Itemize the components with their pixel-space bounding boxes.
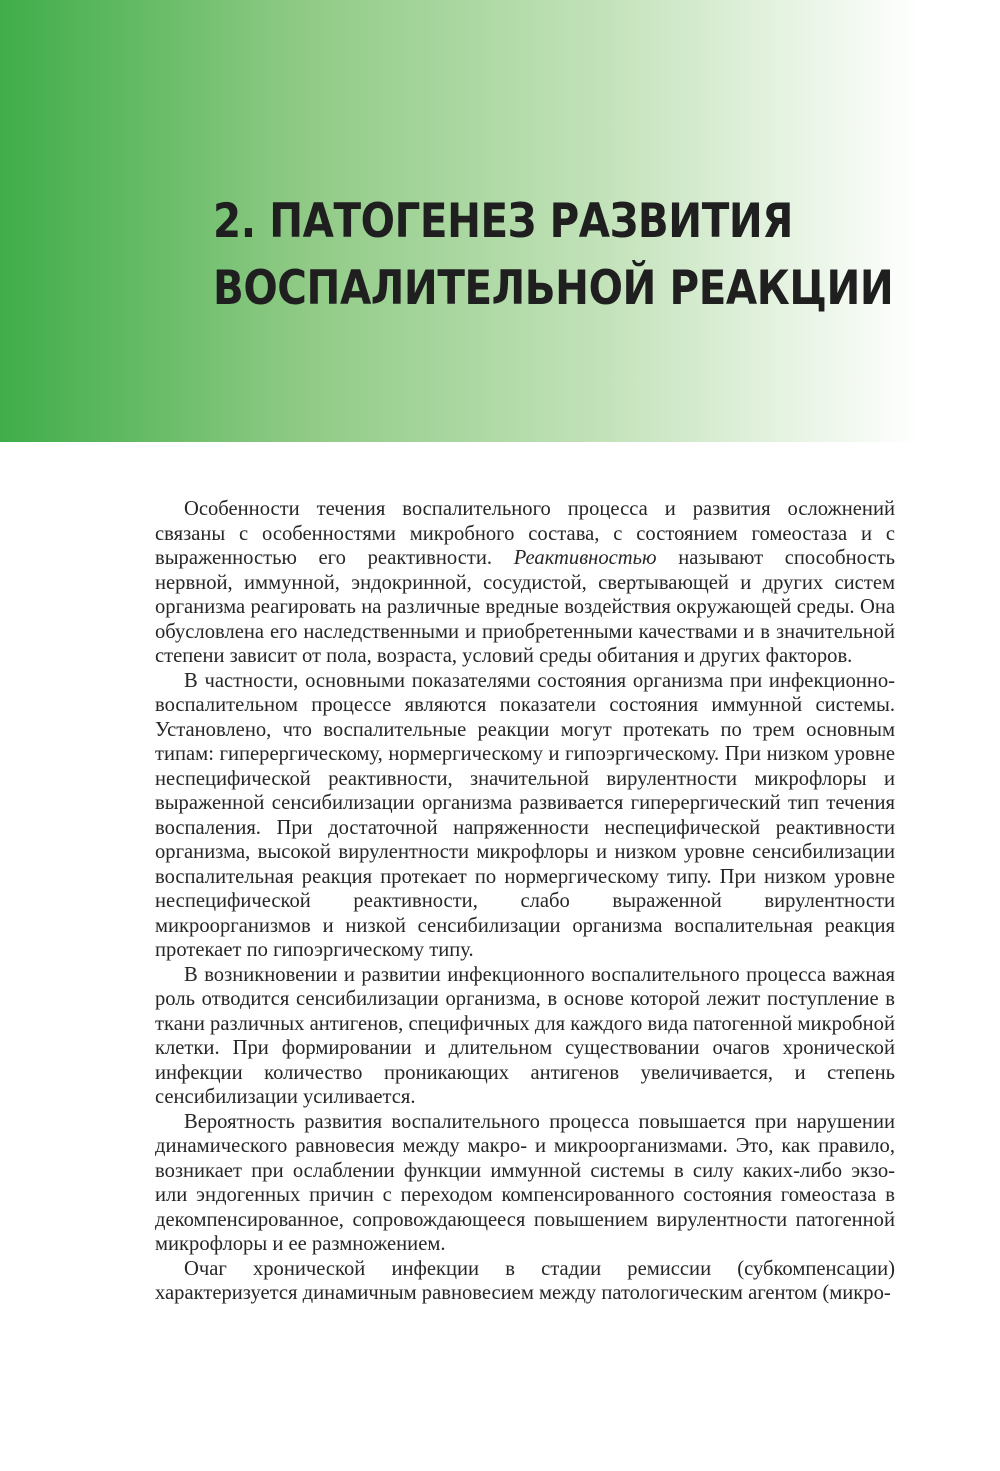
- chapter-header-band: [0, 0, 1000, 442]
- paragraph-2: В частности, основными показателями состояния организма при инфекционно-воспалительном процессе являются показатели состояния иммунной системы. Установлено, что воспалительные реакции могут протекать по трем основным типам: гиперергическому, нормергическому и гипоэргическому. При низком уровне неспецифической реактивности, значительной вирулентности микрофлоры и выраженной сенсибилизации организма развивается гиперергический тип течения воспаления. При достаточной напряженности неспецифической реактивности организма, высокой вирулентности микрофлоры и низком уровне сенсибилизации воспалительная реакция протекает по нормергическому типу. При низком уровне неспецифической реактивности, слабо выраженной вирулентности микроорганизмов и низкой сенсибилизации организма воспалительная реакция протекает по гипоэргическому типу.: [155, 669, 895, 961]
- term-reactivity: Реактивностью: [513, 547, 657, 569]
- paragraph-1-rest: называют способность нервной, иммунной, эндокринной, сосудистой, свертывающей и других систем организма реагировать на различные вредные воздействия окружающей среды. Она обусловлена его наследственными и приобретенными качествами и в значительной степени зависит от пола, возраста, условий среды обитания и других факторов.: [155, 547, 895, 667]
- paragraph-5: Очаг хронической инфекции в стадии ремиссии (субкомпенсации) характеризуется динамичным равновесием между патологическим агентом (микро-: [155, 1257, 895, 1304]
- body-text: [155, 497, 895, 1306]
- chapter-title-line-1: 2. ПАТОГЕНЕЗ РАЗВИТИЯ: [213, 194, 793, 249]
- paragraph-3: В возникновении и развитии инфекционного воспалительного процесса важная роль отводится сенсибилизации организма, в основе которой лежит поступление в ткани различных антигенов, специфичных для каждого вида патогенной микробной клетки. При формировании и длительном существовании очагов хронической инфекции количество проникающих антигенов увеличивается, и степень сенсибилизации усиливается.: [155, 963, 895, 1108]
- paragraph-1-lead: Особенности течения воспалительного процесса и развития осложнений связаны с особенностями микробного состава, с состоянием гомеостаза и с выраженностью его реактивности.: [155, 498, 895, 569]
- chapter-title-line-2: ВОСПАЛИТЕЛЬНОЙ РЕАКЦИИ: [213, 261, 894, 316]
- chapter-title: [213, 188, 894, 322]
- paragraph-4: Вероятность развития воспалительного процесса повышается при нарушении динамического равновесия между макро- и микроорганизмами. Это, как правило, возникает при ослаблении функции иммунной системы в силу каких-либо экзо- или эндогенных причин с переходом компенсированного состояния гомеостаза в декомпенсированное, сопровождающееся повышением вирулентности патогенной микрофлоры и ее размножением.: [155, 1110, 895, 1255]
- paragraph-1: [155, 497, 895, 669]
